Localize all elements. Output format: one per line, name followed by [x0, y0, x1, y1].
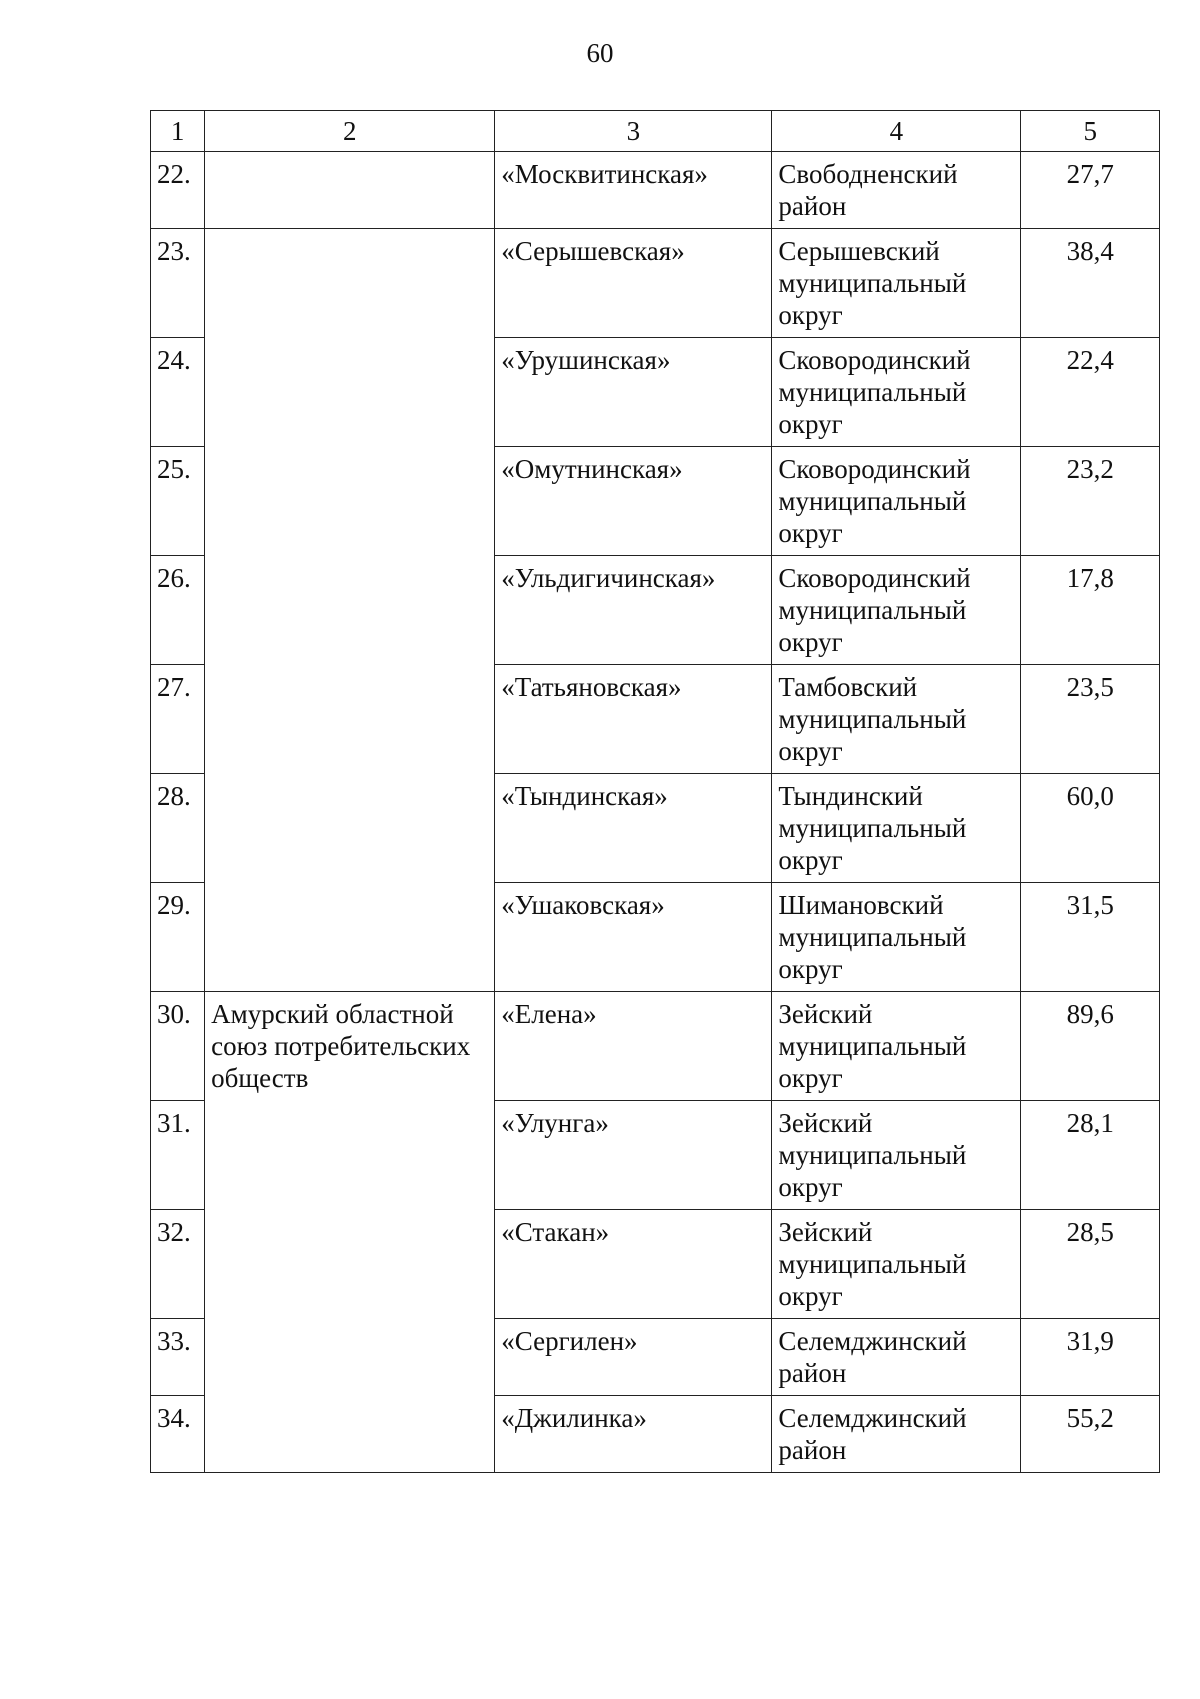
column-header-3: 3 [495, 111, 772, 152]
site-name: «Тындинская» [495, 774, 772, 883]
district: Зейский муниципальный округ [772, 1101, 1021, 1210]
area-value: 60,0 [1021, 774, 1160, 883]
organization-cell [205, 229, 495, 992]
row-number: 27. [151, 665, 205, 774]
data-table [150, 110, 1160, 1473]
area-value: 38,4 [1021, 229, 1160, 338]
area-value: 31,5 [1021, 883, 1160, 992]
row-number: 23. [151, 229, 205, 338]
district: Селемджинский район [772, 1396, 1021, 1473]
site-name: «Урушинская» [495, 338, 772, 447]
organization-cell: Амурский областной союз потребительских обществ [205, 992, 495, 1473]
row-number: 29. [151, 883, 205, 992]
district: Сковородинский муниципальный округ [772, 338, 1021, 447]
district: Шимановский муниципальный округ [772, 883, 1021, 992]
site-name: «Татьяновская» [495, 665, 772, 774]
area-value: 28,1 [1021, 1101, 1160, 1210]
row-number: 28. [151, 774, 205, 883]
table-header-row [151, 111, 1160, 152]
site-name: «Сергилен» [495, 1319, 772, 1396]
area-value: 89,6 [1021, 992, 1160, 1101]
site-name: «Серышевская» [495, 229, 772, 338]
site-name: «Омутнинская» [495, 447, 772, 556]
table-row [151, 152, 1160, 229]
area-value: 27,7 [1021, 152, 1160, 229]
area-value: 23,2 [1021, 447, 1160, 556]
district: Сковородинский муниципальный округ [772, 447, 1021, 556]
district: Селемджинский район [772, 1319, 1021, 1396]
table-row [151, 992, 1160, 1101]
area-value: 23,5 [1021, 665, 1160, 774]
row-number: 26. [151, 556, 205, 665]
column-header-2: 2 [205, 111, 495, 152]
row-number: 24. [151, 338, 205, 447]
organization-cell [205, 152, 495, 229]
district: Тамбовский муниципальный округ [772, 665, 1021, 774]
site-name: «Ушаковская» [495, 883, 772, 992]
area-value: 28,5 [1021, 1210, 1160, 1319]
column-header-4: 4 [772, 111, 1021, 152]
district: Серышевский муниципальный округ [772, 229, 1021, 338]
table-row [151, 229, 1160, 338]
site-name: «Ульдигичинская» [495, 556, 772, 665]
row-number: 31. [151, 1101, 205, 1210]
row-number: 30. [151, 992, 205, 1101]
site-name: «Улунга» [495, 1101, 772, 1210]
district: Зейский муниципальный округ [772, 992, 1021, 1101]
row-number: 33. [151, 1319, 205, 1396]
row-number: 32. [151, 1210, 205, 1319]
row-number: 25. [151, 447, 205, 556]
district: Сковородинский муниципальный округ [772, 556, 1021, 665]
row-number: 22. [151, 152, 205, 229]
area-value: 55,2 [1021, 1396, 1160, 1473]
site-name: «Стакан» [495, 1210, 772, 1319]
site-name: «Джилинка» [495, 1396, 772, 1473]
column-header-1: 1 [151, 111, 205, 152]
area-value: 31,9 [1021, 1319, 1160, 1396]
district: Зейский муниципальный округ [772, 1210, 1021, 1319]
column-header-5: 5 [1021, 111, 1160, 152]
area-value: 17,8 [1021, 556, 1160, 665]
page-number: 60 [586, 38, 614, 68]
area-value: 22,4 [1021, 338, 1160, 447]
row-number: 34. [151, 1396, 205, 1473]
district: Свободненский район [772, 152, 1021, 229]
site-name: «Елена» [495, 992, 772, 1101]
site-name: «Москвитинская» [495, 152, 772, 229]
district: Тындинский муниципальный округ [772, 774, 1021, 883]
